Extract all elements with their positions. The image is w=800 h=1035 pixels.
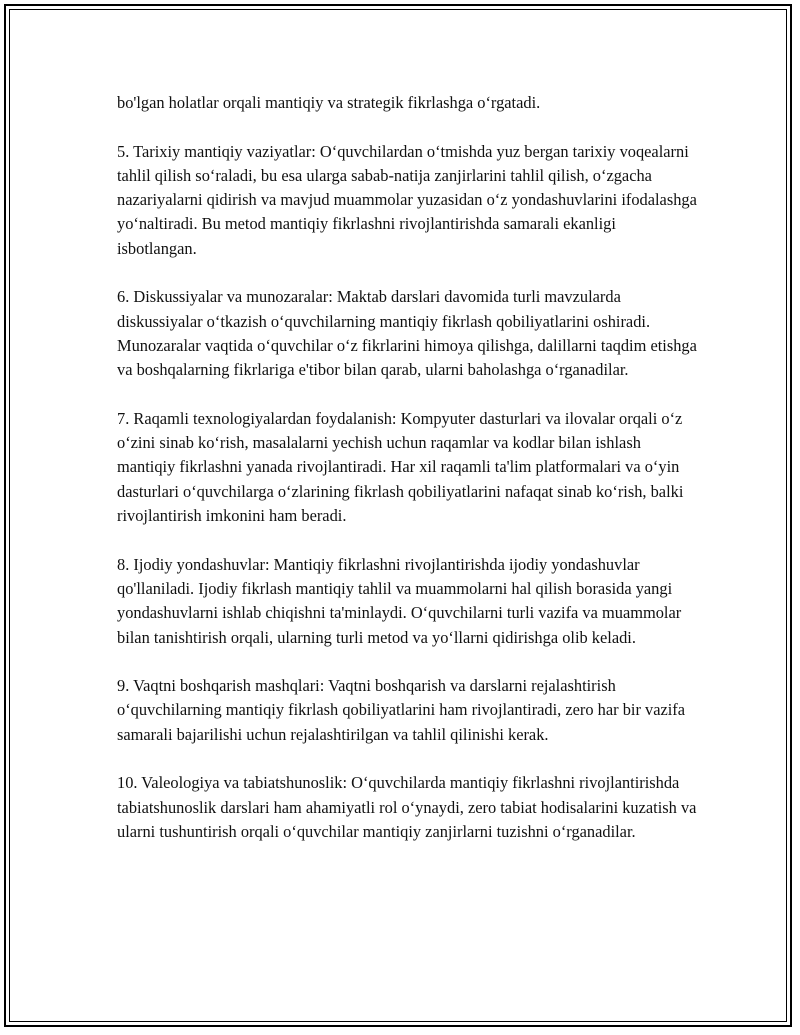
paragraph-item-5: 5. Tarixiy mantiqiy vaziyatlar: O‘quvchilardan o‘tmishda yuz bergan tarixiy voqealarni tahlil qilish so‘raladi, bu esa ularga sabab-natija zanjirlarini tahlil qilish, o‘zgacha nazariyalarni qidirish va mavjud muammolar yuzasidan o‘z yondashuvlarini ifodalashga yo‘naltiradi. Bu metod mantiqiy fikrlashni rivojlantirishda samarali ekanligi isbotlangan. xyxy=(117,141,697,258)
paragraph-item-6: 6. Diskussiyalar va munozaralar: Maktab darslari davomida turli mavzularda diskussiyalar o‘tkazish o‘quvchilarning mantiqiy fikrlash qobiliyatlarini oshiradi. Munozaralar vaqtida o‘quvchilar o‘z fikrlarini himoya qilishga, dalillarni taqdim etishga va boshqalarning fikrlariga e'tibor bilan qarab, ularni baholashga o‘rganadilar. xyxy=(117,287,697,380)
paragraph-item-9: 9. Vaqtni boshqarish mashqlari: Vaqtni boshqarish va darslarni rejalashtirish o‘quvchilarning mantiqiy fikrlash qobiliyatlarini ham rivojlantiradi, zero har bir vazifa samarali bajarilishi uchun rejalashtirilgan va tahlil qilinishi kerak. xyxy=(117,676,686,744)
paragraph-item-7: 7. Raqamli texnologiyalardan foydalanish: Kompyuter dasturlari va ilovalar orqali o‘z o‘zini sinab ko‘rish, masalalarni yechish uchun raqamlar va kodlar bilan ishlash mantiqiy fikrlashni yanada rivojlantiradi. Har xil raqamli ta'lim platformalari va o‘yin dasturlari o‘quvchilarga o‘zlarining fikrlash qobiliyatlarini nafaqat sinab ko‘rish, balki rivojlantirish imkonini ham beradi. xyxy=(117,408,684,526)
document-body xyxy=(117,91,697,844)
paragraph-item-8: 8. Ijodiy yondashuvlar: Mantiqiy fikrlashni rivojlantirishda ijodiy yondashuvlar qo'llaniladi. Ijodiy fikrlash mantiqiy tahlil va muammolarni hal qilish borasida yangi yondashuvlarni ishlab chiqishni ta'minlaydi. O‘quvchilarni turli vazifa va muammolar bilan tanishtirish orqali, ularning turli metod va yo‘llarni qidirishga olib keladi. xyxy=(117,554,682,647)
paragraph-item-10: 10. Valeologiya va tabiatshunoslik: O‘quvchilarda mantiqiy fikrlashni rivojlantirishda tabiatshunoslik darslari ham ahamiyatli rol o‘ynaydi, zero tabiat hodisalarini kuzatish va ularni tushuntirish orqali o‘quvchilar mantiqiy zanjirlarni tuzishni o‘rganadilar. xyxy=(117,773,697,841)
paragraph-continuation: bo'lgan holatlar orqali mantiqiy va strategik fikrlashga o‘rgatadi. xyxy=(117,93,541,112)
